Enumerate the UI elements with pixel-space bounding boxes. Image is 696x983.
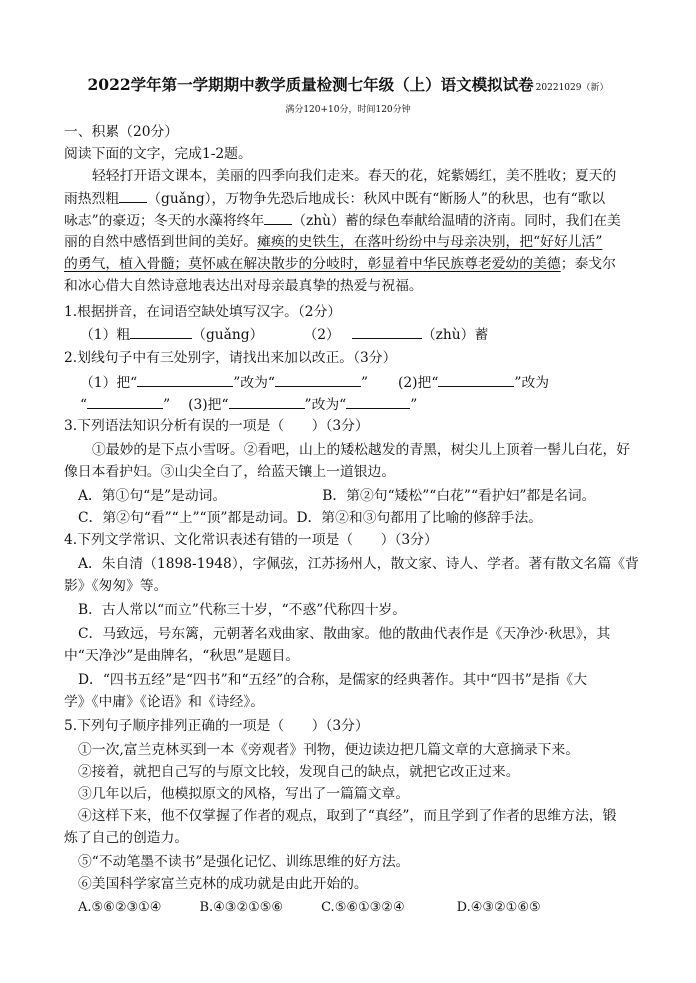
passage-line-1: 轻轻打开语文课本，美丽的四季向我们走来。春天的花，姹紫嫣红，美不胜收；夏天的: [92, 168, 617, 184]
q4-option-b[interactable]: B．古人常以“而立”代称三十岁，“不惑”代称四十岁。: [78, 602, 407, 618]
q2-blank-2-right[interactable]: [87, 394, 163, 409]
q4-option-a-cont: 影》《匆匆》等。: [64, 578, 168, 594]
q1-stem: 1.根据拼音，在词语空缺处填写汉字。（2分）: [64, 304, 342, 320]
title-date-tag: 20221029（新）: [535, 83, 609, 93]
q2-blank-1-right[interactable]: [275, 372, 361, 387]
q2-blank-3-wrong[interactable]: [229, 394, 305, 409]
q4-option-d-cont: 学》《中庸》《论语》和《诗经》。: [64, 694, 265, 710]
q2-blank-2-wrong[interactable]: [438, 372, 514, 387]
q3-option-cd[interactable]: C．第②句“看”“上”“顶”都是动词。D．第②和③句都用了比喻的修辞手法。: [78, 510, 543, 526]
q2-row-1: （1）把“ ”改为“ ” (2)把“ ”改为: [64, 372, 654, 393]
blank-guang[interactable]: [119, 188, 147, 203]
q5-sentence-3: ③几年以后，他模拟原文的风格，写出了一篇篇文章。: [78, 786, 410, 802]
q5-sentence-4-cont: 炼了自己的创造力。: [64, 830, 189, 846]
q5-sentence-6: ⑥美国科学家富兰克林的成功就是由此开始的。: [78, 876, 368, 892]
passage-line-3: 咏志”的豪迈；冬天的水藻将终年 （zhù）蓄的绿色奉献给温晴的济南。同时，我们在美: [64, 210, 638, 231]
section-intro: 阅读下面的文字，完成1-2题。: [64, 146, 252, 162]
underlined-sentence-part-2: 的勇气，植入骨髓；莫怀戚在解决散步的分岐时，彰显着中华民族尊老爱幼的美德: [64, 256, 561, 272]
q1-answer-row: （1）粗 （guǎng） （2） （zhù）蓄: [64, 324, 654, 345]
q4-stem: 4.下列文学常识、文化常识表述有错的一项是（ ）（3分）: [64, 532, 438, 548]
section-heading: 一、积累（20分）: [64, 124, 179, 140]
q5-sentence-2: ②接着，就把自己写的与原文比较，发现自己的缺点，就把它改正过来。: [78, 764, 520, 780]
underlined-sentence-part-1: 瘫痪的史铁生，在落叶纷纷中与母亲决别，把“好好儿活”: [257, 234, 603, 250]
q3-stem: 3.下列语法知识分析有误的一项是（ ）（3分）: [64, 418, 369, 434]
passage-line-2: 雨热烈粗 （guǎng），万物争先恐后地成长：秋风中既有“断肠人”的秋思，也有“歌以: [64, 188, 638, 209]
q5-sentence-4: ④这样下来，他不仅掌握了作者的观点，取到了“真经”，而且学到了作者的思维方法，锻: [78, 808, 617, 824]
q3-option-a[interactable]: A．第①句“是”是动词。: [78, 488, 227, 504]
passage-line-6: 和冰心借大自然诗意地表达出对母亲最真挚的热爱与祝福。: [64, 278, 423, 294]
exam-subtitle: 满分120+10分，时间120分钟: [285, 105, 411, 115]
q5-sentence-1: ①一次,富兰克林买到一本《旁观者》刊物，便边读边把几篇文章的大意摘录下来。: [78, 742, 580, 758]
q4-option-d[interactable]: D．“四书五经”是“四书”和“五经”的合称，是儒家的经典著作。其中“四书”是指《大: [78, 672, 587, 688]
q4-option-a[interactable]: A．朱自清（1898-1948），字佩弦，江苏扬州人，散文家、诗人、学者。著有散文名篇《背: [78, 556, 639, 572]
q2-row-2: “ ” (3)把“ ”改为“ ”: [64, 394, 654, 415]
q5-stem: 5.下列句子顺序排列正确的一项是（ ）（3分）: [64, 718, 369, 734]
q3-options-ab: [64, 486, 652, 506]
q1-blank-2[interactable]: [352, 324, 422, 339]
q3-text-1: ①最妙的是下点小雪呀。②看吧，山上的矮松越发的青黑，树尖儿上顶着一髻儿白花，好: [92, 442, 631, 458]
q3-option-b[interactable]: B．第②句“矮松”“白花”“看护妇”都是名词。: [322, 488, 596, 504]
q5-option-b[interactable]: B.④③②①⑤⑥: [199, 900, 284, 915]
q3-text-2: 像日本看护妇。③山尖全白了，给蓝天镶上一道银边。: [64, 464, 396, 480]
q4-option-c-cont: 中“天净沙”是曲牌名，“秋思”是题目。: [64, 648, 300, 664]
q4-option-c[interactable]: C．马致远，号东篱，元朝著名戏曲家、散曲家。他的散曲代表作是《天净沙·秋思》，其: [78, 626, 611, 642]
q1-blank-1[interactable]: [130, 324, 192, 339]
passage-line-5: 的勇气，植入骨髓；莫怀戚在解决散步的分岐时，彰显着中华民族尊老爱幼的美德；泰戈尔: [64, 256, 616, 272]
passage-line-4: 丽的自然中感悟到世间的美好。瘫痪的史铁生，在落叶纷纷中与母亲决别，把“好好儿活”: [64, 234, 603, 250]
q5-options: [64, 898, 652, 918]
q2-stem: 2.划线句子中有三处别字，请找出来加以改正。（3分）: [64, 350, 397, 366]
q2-blank-1-wrong[interactable]: [137, 372, 233, 387]
q2-blank-3-right[interactable]: [346, 394, 410, 409]
q5-option-a[interactable]: A.⑤⑥②③①④: [78, 900, 162, 915]
q5-option-c[interactable]: C.⑤⑥①③②④: [321, 900, 405, 915]
q5-option-d[interactable]: D.④③②①⑥⑤: [456, 900, 541, 915]
exam-title: [0, 73, 696, 95]
q5-sentence-5: ⑤“不动笔墨不读书”是强化记忆、训练思维的好方法。: [78, 854, 410, 870]
title-text: 2022学年第一学期期中教学质量检测七年级（上）语文模拟试卷: [87, 75, 534, 94]
blank-zhu[interactable]: [264, 210, 292, 225]
